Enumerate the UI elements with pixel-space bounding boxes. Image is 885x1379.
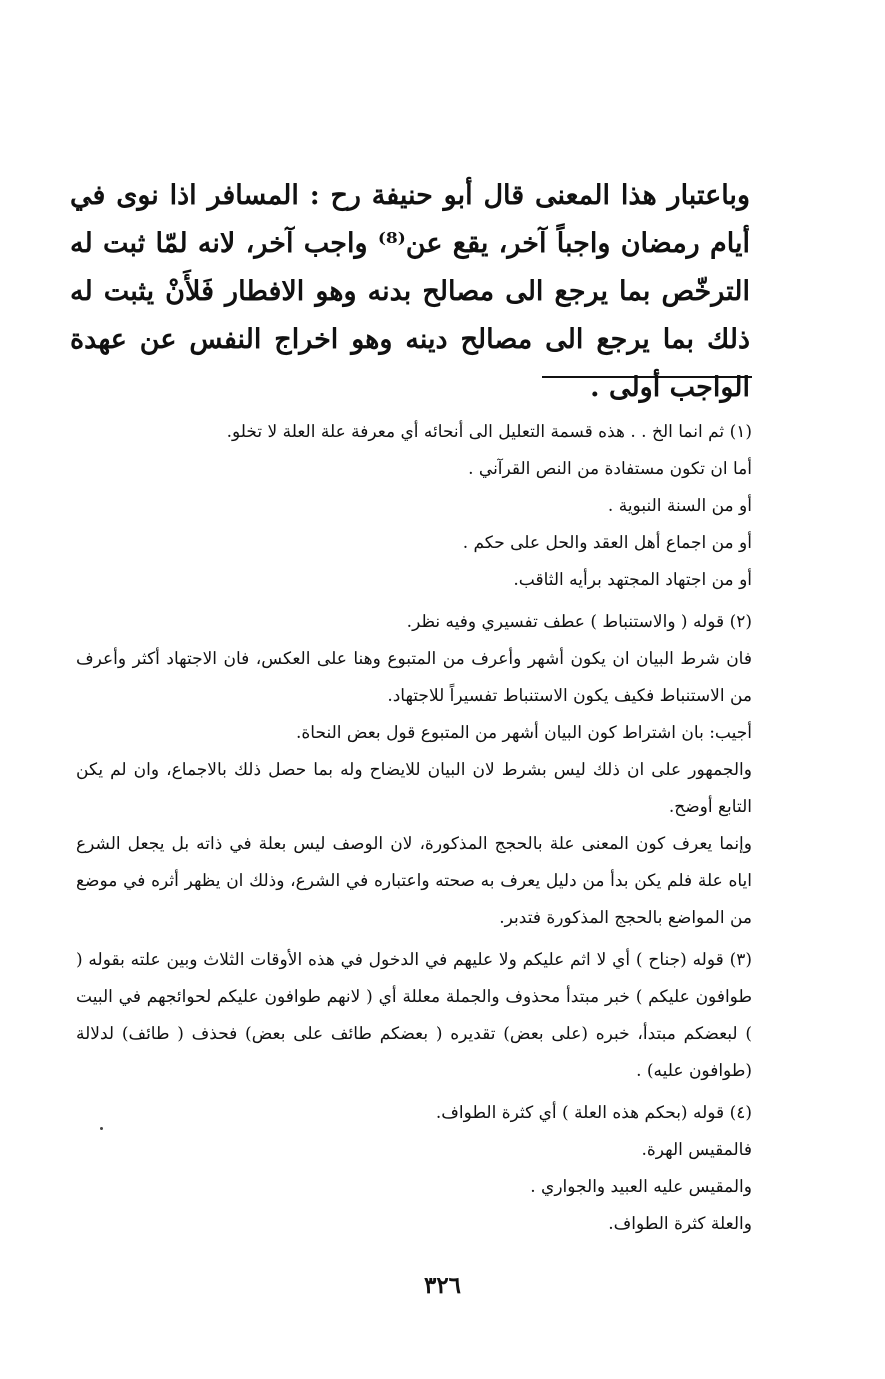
footnote-line: أجيب: بان اشتراط كون البيان أشهر من المتبوع قول بعض النحاة. — [296, 723, 752, 743]
page-number: ٣٢٦ — [423, 1272, 462, 1299]
footnote-1 — [76, 414, 752, 599]
footnote-line: أما ان تكون مستفادة من النص القرآني . — [468, 459, 752, 479]
footnote-line: والجمهور على ان ذلك ليس بشرط لان البيان للايضاح وله بما حصل ذلك بالاجماع، وان لم يكن التابع أوضح. — [76, 760, 752, 817]
footnotes-block — [76, 414, 752, 1248]
footnote-4 — [406, 1095, 752, 1243]
footnote-line: أو من السنة النبوية . — [607, 496, 752, 516]
footnote-line: فالمقيس الهرة. — [641, 1140, 752, 1160]
footnote-line: وإنما يعرف كون المعنى علة بالحجج المذكورة، لان الوصف ليس بعلة في ذاته بل يجعل الشرع اياه علة فلم يكن بدأ من دليل يعرف به صحته واعتباره في الشرع، وذلك ان يظهر أثره في موضع من المواضع بالحجج المذكورة فتدبر. — [76, 834, 752, 928]
footnote-line: (٢) قوله ( والاستنباط ) عطف تفسيري وفيه نظر. — [406, 612, 752, 632]
main-paragraph: وباعتبار هذا المعنى قال أبو حنيفة رح : المسافر اذا نوى في أيام رمضان واجباً آخر، يقع عن⁽⁸⁾ واجب آخر، لانه لمّا ثبت له الترخّص بما يرجع الى مصالح بدنه وهو الافطار فَلأَنْ يثبت له ذلك بما يرجع الى مصالح دينه وهو اخراج النفس عن عهدة الواجب أولى . — [70, 180, 750, 403]
footnote-separator-rule — [542, 376, 752, 378]
footnote-line: (٣) قوله (جناح ) أي لا اثم عليكم ولا عليهم في الدخول في هذه الأوقات الثلاث وبين علته بقوله ( طوافون عليكم ) خبر مبتدأ محذوف والجملة معللة أي ( لانهم طوافون عليكم لحوائجهم في البيت ) لبعضكم مبتدأ، خبره (على بعض) تقديره ( بعضكم طائف على بعض) فحذف ( طائف) لدلالة (طوافون عليه) . — [76, 950, 752, 1081]
footnote-line: (١) ثم انما الخ . . هذه قسمة التعليل الى أنحائه أي معرفة علة العلة لا تخلو. — [226, 422, 752, 442]
footnote-2 — [76, 604, 752, 937]
footnote-line: أو من اجماع أهل العقد والحل على حكم . — [462, 533, 752, 553]
stray-dot-mark — [100, 1127, 103, 1130]
footnote-line: والعلة كثرة الطواف. — [608, 1214, 752, 1234]
footnote-3 — [76, 942, 752, 1090]
footnote-line: (٤) قوله (بحكم هذه العلة ) أي كثرة الطواف. — [435, 1103, 752, 1123]
footnote-line: والمقيس عليه العبيد والجواري . — [530, 1177, 752, 1197]
footnote-line: فان شرط البيان ان يكون أشهر وأعرف من المتبوع وهنا على العكس، فان الاجتهاد أكثر وأعرف من الاستنباط فكيف يكون الاستنباط تفسيراً للاجتهاد. — [76, 649, 752, 706]
footnote-line: أو من اجتهاد المجتهد برأيه الثاقب. — [513, 570, 752, 590]
